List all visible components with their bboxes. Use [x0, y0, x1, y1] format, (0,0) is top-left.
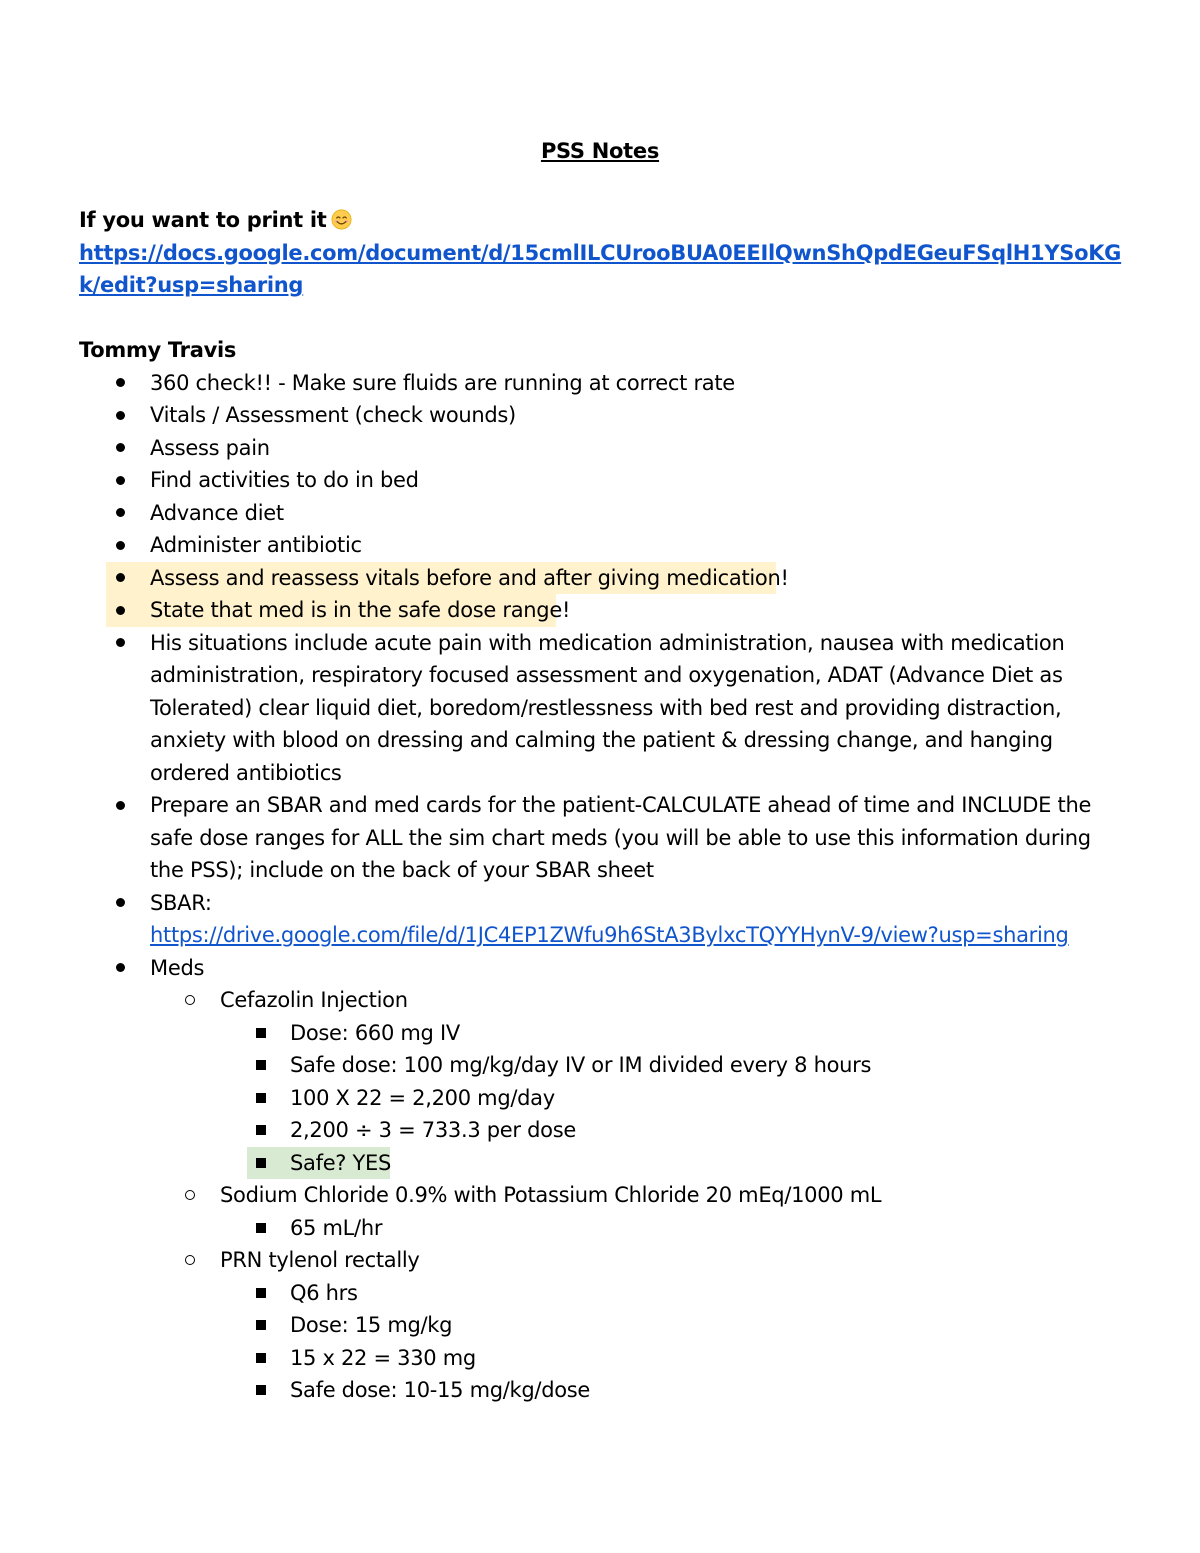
print-document-link[interactable]: https://docs.google.com/document/d/15cmlILCUrooBUA0EEIlQwnShQpdEGeuFSqlH1YSoKGk/edit?usp=sharing [79, 240, 1122, 297]
notes-section [79, 334, 1124, 1407]
list-item: Prepare an SBAR and med cards for the patient-CALCULATE ahead of time and INCLUDE the safe dose ranges for ALL the sim chart meds (you will be able to use this information during the PSS); include on the back of your SBAR sheet [79, 789, 1124, 887]
list-item-meds [79, 952, 1124, 985]
list-item: Find activities to do in bed [79, 464, 1124, 497]
section-heading: Tommy Travis [79, 338, 237, 362]
med-detail: Q6 hrs [79, 1277, 1124, 1310]
med-detail: Dose: 15 mg/kg [79, 1309, 1124, 1342]
med-item: Cefazolin Injection [79, 984, 1124, 1017]
smiling-face-icon [331, 209, 352, 230]
med-detail: 65 mL/hr [79, 1212, 1124, 1245]
list-item: Advance diet [79, 497, 1124, 530]
med-detail: Safe dose: 100 mg/kg/day IV or IM divided every 8 hours [79, 1049, 1124, 1082]
med-detail-highlighted: Safe? YES [79, 1147, 1124, 1180]
sbar-link[interactable]: https://drive.google.com/file/d/1JC4EP1ZWfu9h6StA3BylxcTQYYHynV-9/view?usp=sharing [150, 923, 1069, 947]
print-label: If you want to print it [79, 208, 327, 232]
list-item: His situations include acute pain with medication administration, nausea with medication administration, respiratory focused assessment and oxygenation, ADAT (Advance Diet as Tolerated) clear liquid diet, boredom/restlessness with bed rest and providing distraction, anxiety with blood on dressing and calming the patient & dressing change, and hanging ordered antibiotics [79, 627, 1124, 790]
task-list [79, 367, 1124, 985]
print-line [79, 204, 1124, 237]
med-detail: 100 X 22 = 2,200 mg/day [79, 1082, 1124, 1115]
list-item: 360 check!! - Make sure fluids are running at correct rate [79, 367, 1124, 400]
sbar-label: SBAR: [150, 890, 212, 915]
med-detail: 15 x 22 = 330 mg [79, 1342, 1124, 1375]
med-item: PRN tylenol rectally [79, 1244, 1124, 1277]
med-item: Sodium Chloride 0.9% with Potassium Chloride 20 mEq/1000 mL [79, 1179, 1124, 1212]
page-title: PSS Notes [540, 139, 660, 163]
list-item: Assess pain [79, 432, 1124, 465]
list-item: Administer antibiotic [79, 529, 1124, 562]
list-item-highlighted: Assess and reassess vitals before and after giving medication! [79, 562, 1124, 595]
list-item: Vitals / Assessment (check wounds) [79, 399, 1124, 432]
meds-label: Meds [150, 955, 205, 980]
med-detail: 2,200 ÷ 3 = 733.3 per dose [79, 1114, 1124, 1147]
meds-list [79, 984, 1124, 1407]
med-detail: Safe dose: 10-15 mg/kg/dose [79, 1374, 1124, 1407]
print-section [79, 204, 1124, 302]
med-detail: Dose: 660 mg IV [79, 1017, 1124, 1050]
list-item-sbar [79, 887, 1124, 952]
list-item-highlighted: State that med is in the safe dose range! [79, 594, 1124, 627]
